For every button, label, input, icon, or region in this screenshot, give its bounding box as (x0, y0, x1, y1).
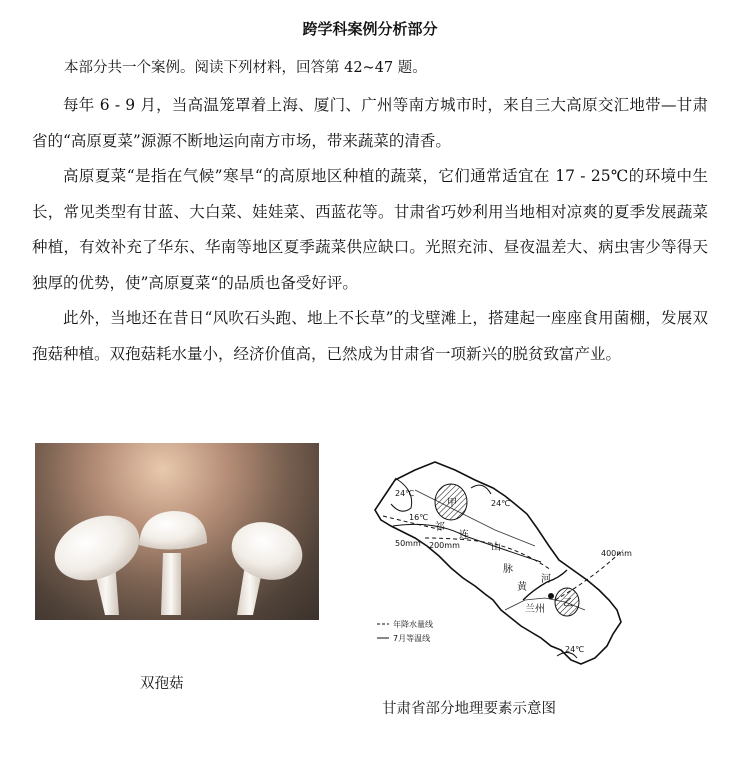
label-t-nw: 24℃ (395, 489, 415, 498)
mushroom-photo (35, 443, 319, 620)
page-title: 跨学科案例分析部分 (302, 20, 438, 38)
label-huang: 黄 (517, 582, 527, 593)
label-p50: 50mm (395, 539, 421, 548)
legend-label-precip: 年降水量线 (393, 620, 433, 629)
intro-text: 本部分共一个案例。阅读下列材料，回答第 42~47 题。 (64, 60, 427, 76)
gansu-map (355, 450, 655, 670)
paragraph-2: 高原夏菜“是指在气候”寒旱“的高原地区种植的蔬菜，它们通常适宜在 17 - 25℃的环境中生长，常见类型有甘蓝、大白菜、娃娃菜、西蓝花等。甘肃省巧妙利用当地相对凉爽的夏季发展蔬菜种植，有效补充了华东、华南等地区夏季蔬菜供应缺口。光照充沛、昼夜温差大、病虫害少等得天独厚的优势，使”高原夏菜“的品质也备受好评。 (32, 167, 708, 292)
label-shan: 山 (491, 542, 501, 553)
label-he: 河 (541, 574, 551, 585)
label-jia: 甲 (447, 498, 457, 509)
label-t-se: 24℃ (565, 645, 585, 654)
label-yi: 乙 (563, 598, 573, 609)
label-p400: 400mm (601, 549, 632, 558)
lanzhou-dot (548, 593, 554, 599)
legend-label-isotherm: 7月等温线 (393, 634, 431, 643)
map-caption: 甘肃省部分地理要素示意图 (382, 701, 556, 717)
mushroom-illustration (35, 443, 319, 620)
label-t-ne: 24℃ (491, 499, 511, 508)
paragraph-3: 此外，当地还在昔日“风吹石头跑、地上不长草”的戈壁滩上，搭建起一座座食用菌棚，发展双孢菇种植。双孢菇耗水量小，经济价值高，已然成为甘肃省一项新兴的脱贫致富产业。 (32, 309, 708, 363)
label-lian: 连 (459, 530, 469, 541)
label-p200: 200mm (429, 541, 460, 550)
photo-caption: 双孢菇 (140, 676, 184, 692)
label-lanzhou: 兰州 (525, 604, 545, 615)
label-qi: 祁 (435, 522, 445, 533)
paragraph-1: 每年 6 - 9 月，当高温笼罩着上海、厦门、广州等南方城市时，来自三大高原交汇地带—甘肃省的“高原夏菜”源源不断地运向南方市场，带来蔬菜的清香。 (32, 96, 708, 150)
label-mai: 脉 (503, 564, 513, 575)
label-t-mid: 16℃ (409, 513, 429, 522)
